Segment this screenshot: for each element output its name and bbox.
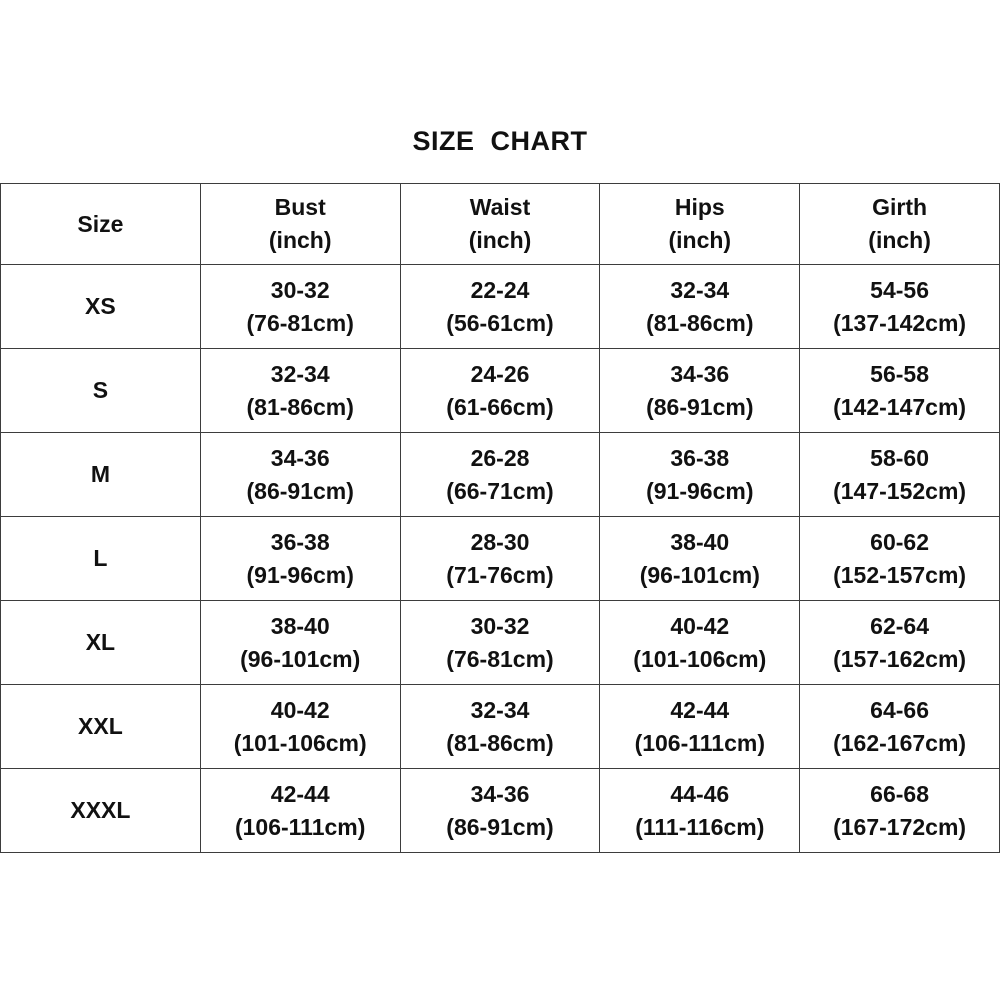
bust-cell: [200, 349, 400, 433]
inch-value: 64-66: [870, 696, 929, 723]
cm-value: (56-61cm): [446, 309, 554, 336]
size-chart-table: [0, 183, 1000, 853]
hips-cell: [600, 601, 800, 685]
header-label-size: Size: [77, 210, 124, 237]
inch-value: 34-36: [270, 444, 330, 471]
inch-value: 60-62: [870, 528, 929, 555]
inch-value: 38-40: [270, 612, 330, 639]
inch-value: 40-42: [670, 612, 730, 639]
cm-value: (157-162cm): [833, 645, 967, 672]
waist-cell: [400, 265, 600, 349]
cm-value: (96-101cm): [639, 561, 760, 588]
header-cell-waist: [400, 184, 600, 265]
bust-cell: [200, 601, 400, 685]
cm-value: (81-86cm): [446, 729, 554, 756]
cm-value: (86-91cm): [646, 393, 754, 420]
bust-cell: [200, 265, 400, 349]
cm-value: (142-147cm): [833, 393, 967, 420]
size-label: XXXL: [70, 797, 131, 823]
inch-value: 38-40: [670, 528, 730, 555]
cm-value: (101-106cm): [633, 645, 767, 672]
header-cell-size: [1, 184, 201, 265]
inch-value: 30-32: [470, 612, 530, 639]
header-cell-girth: [800, 184, 1000, 265]
header-cell-hips: [600, 184, 800, 265]
cm-value: (86-91cm): [246, 477, 354, 504]
header-label-bust: Bust: [274, 194, 326, 220]
girth-cell: [800, 265, 1000, 349]
waist-cell: [400, 685, 600, 769]
inch-value: 22-24: [470, 276, 530, 303]
cm-value: (76-81cm): [446, 645, 554, 672]
cm-value: (147-152cm): [833, 477, 967, 504]
hips-cell: [600, 517, 800, 601]
bust-cell: [200, 517, 400, 601]
size-cell: [1, 601, 201, 685]
hips-cell: [600, 433, 800, 517]
size-label: XL: [85, 629, 116, 655]
header-unit-girth: (inch): [868, 227, 931, 253]
girth-cell: [800, 349, 1000, 433]
header-unit-hips: (inch): [668, 227, 732, 253]
cm-value: (96-101cm): [240, 645, 361, 672]
waist-cell: [400, 517, 600, 601]
inch-value: 42-44: [270, 780, 330, 807]
inch-value: 56-58: [870, 360, 929, 387]
size-cell: [1, 769, 201, 853]
cm-value: (111-116cm): [635, 813, 765, 840]
inch-value: 24-26: [470, 360, 530, 387]
girth-cell: [800, 517, 1000, 601]
size-cell: [1, 433, 201, 517]
cm-value: (91-96cm): [246, 561, 354, 588]
cm-value: (91-96cm): [646, 477, 754, 504]
size-cell: [1, 265, 201, 349]
inch-value: 32-34: [670, 276, 730, 303]
inch-value: 26-28: [470, 444, 530, 471]
hips-cell: [600, 769, 800, 853]
table-row-xxxl: [1, 769, 1000, 853]
inch-value: 34-36: [470, 780, 530, 807]
cm-value: (81-86cm): [246, 393, 354, 420]
table-row-xs: [1, 265, 1000, 349]
inch-value: 42-44: [670, 696, 730, 723]
header-label-hips: Hips: [674, 194, 725, 220]
hips-cell: [600, 349, 800, 433]
table-row-m: [1, 433, 1000, 517]
cm-value: (66-71cm): [446, 477, 554, 504]
bust-cell: [200, 433, 400, 517]
header-row: [1, 184, 1000, 265]
girth-cell: [800, 601, 1000, 685]
size-label: M: [90, 461, 110, 487]
page-title: SIZE CHART: [412, 126, 588, 156]
inch-value: 28-30: [470, 528, 530, 555]
header-label-waist: Waist: [469, 194, 531, 220]
header-cell-bust: [200, 184, 400, 265]
hips-cell: [600, 685, 800, 769]
size-label: XXL: [78, 713, 123, 739]
inch-value: 58-60: [870, 444, 929, 471]
inch-value: 62-64: [870, 612, 929, 639]
header-unit-bust: (inch): [268, 227, 332, 253]
girth-cell: [800, 769, 1000, 853]
inch-value: 44-46: [670, 780, 730, 807]
waist-cell: [400, 769, 600, 853]
size-label: S: [92, 377, 109, 403]
inch-value: 32-34: [270, 360, 330, 387]
size-cell: [1, 685, 201, 769]
header-unit-waist: (inch): [468, 227, 532, 253]
cm-value: (152-157cm): [833, 561, 967, 588]
size-label: L: [93, 545, 108, 571]
cm-value: (106-111cm): [234, 813, 366, 840]
girth-cell: [800, 433, 1000, 517]
table-row-l: [1, 517, 1000, 601]
bust-cell: [200, 685, 400, 769]
inch-value: 54-56: [870, 276, 929, 303]
inch-value: 36-38: [270, 528, 330, 555]
cm-value: (137-142cm): [833, 309, 967, 336]
size-label: XS: [85, 293, 116, 319]
cm-value: (76-81cm): [246, 309, 354, 336]
cm-value: (162-167cm): [833, 729, 967, 756]
waist-cell: [400, 349, 600, 433]
inch-value: 66-68: [870, 780, 929, 807]
table-row-s: [1, 349, 1000, 433]
cm-value: (81-86cm): [646, 309, 754, 336]
table-row-xxl: [1, 685, 1000, 769]
cm-value: (86-91cm): [446, 813, 554, 840]
cm-value: (106-111cm): [634, 729, 765, 756]
table-row-xl: [1, 601, 1000, 685]
cm-value: (101-106cm): [233, 729, 367, 756]
hips-cell: [600, 265, 800, 349]
bust-cell: [200, 769, 400, 853]
girth-cell: [800, 685, 1000, 769]
size-cell: [1, 349, 201, 433]
cm-value: (61-66cm): [446, 393, 554, 420]
cm-value: (71-76cm): [446, 561, 554, 588]
header-label-girth: Girth: [872, 194, 928, 220]
inch-value: 34-36: [670, 360, 730, 387]
inch-value: 40-42: [270, 696, 330, 723]
inch-value: 32-34: [470, 696, 530, 723]
inch-value: 36-38: [670, 444, 730, 471]
cm-value: (167-172cm): [833, 813, 967, 840]
waist-cell: [400, 601, 600, 685]
waist-cell: [400, 433, 600, 517]
inch-value: 30-32: [270, 276, 330, 303]
size-cell: [1, 517, 201, 601]
